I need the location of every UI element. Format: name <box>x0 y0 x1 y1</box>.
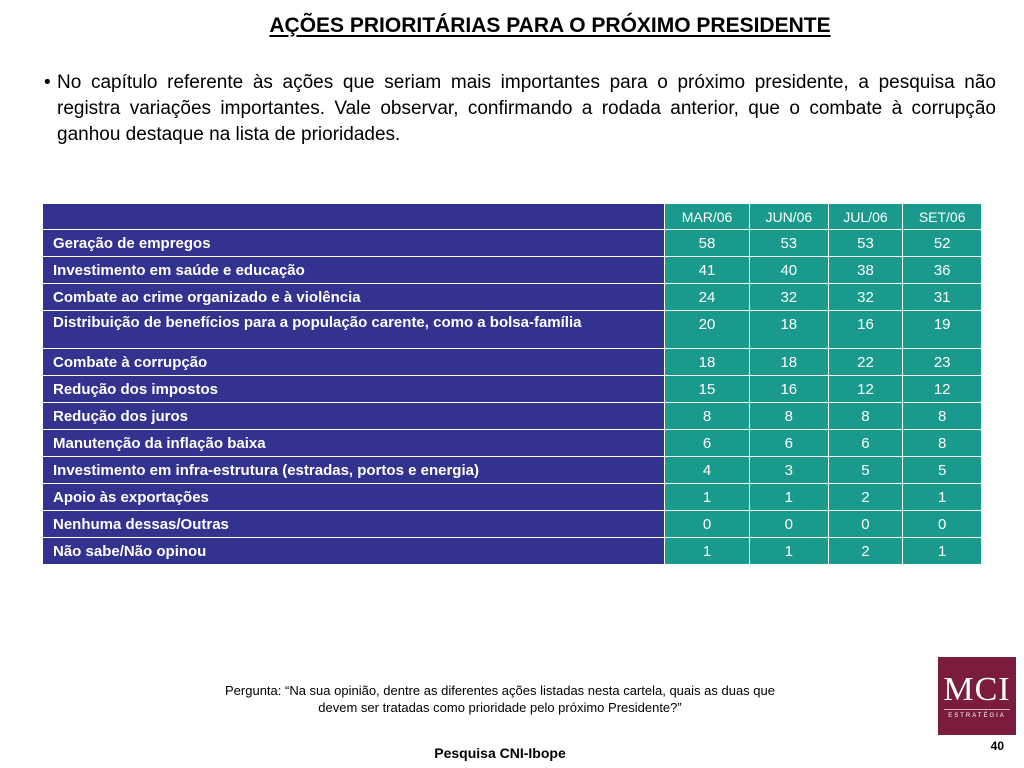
row-value: 16 <box>828 311 903 349</box>
table-row <box>43 284 982 311</box>
page-number: 40 <box>990 739 1004 753</box>
question-line: devem ser tratadas como prioridade pelo próximo Presidente?” <box>318 700 682 715</box>
row-value: 40 <box>750 257 829 284</box>
table-row <box>43 457 982 484</box>
row-value: 53 <box>750 230 829 257</box>
column-header: SET/06 <box>903 204 982 230</box>
row-value: 16 <box>750 376 829 403</box>
row-label: Distribuição de benefícios para a população carente, como a bolsa-família <box>43 311 665 349</box>
row-value: 6 <box>665 430 750 457</box>
column-header: JUL/06 <box>828 204 903 230</box>
row-value: 8 <box>750 403 829 430</box>
row-value: 22 <box>828 349 903 376</box>
row-value: 4 <box>665 457 750 484</box>
bullet-icon: • <box>44 72 51 93</box>
priorities-table <box>42 203 982 565</box>
row-value: 1 <box>903 538 982 565</box>
row-value: 8 <box>903 430 982 457</box>
row-label: Não sabe/Não opinou <box>43 538 665 565</box>
table-row <box>43 484 982 511</box>
source-footer: Pesquisa CNI-Ibope <box>434 745 566 761</box>
row-value: 6 <box>828 430 903 457</box>
table-row <box>43 376 982 403</box>
row-value: 8 <box>903 403 982 430</box>
header-corner-cell <box>43 204 665 230</box>
row-value: 32 <box>750 284 829 311</box>
row-value: 15 <box>665 376 750 403</box>
row-value: 1 <box>750 538 829 565</box>
row-label: Redução dos impostos <box>43 376 665 403</box>
row-value: 0 <box>750 511 829 538</box>
row-label: Investimento em infra-estrutura (estradas, portos e energia) <box>43 457 665 484</box>
table-row <box>43 230 982 257</box>
row-value: 38 <box>828 257 903 284</box>
row-value: 8 <box>828 403 903 430</box>
page-title: AÇÕES PRIORITÁRIAS PARA O PRÓXIMO PRESIDENTE <box>269 14 831 37</box>
row-label: Combate à corrupção <box>43 349 665 376</box>
row-value: 18 <box>665 349 750 376</box>
row-label: Redução dos juros <box>43 403 665 430</box>
row-value: 0 <box>665 511 750 538</box>
table-body <box>43 230 982 565</box>
column-header: JUN/06 <box>750 204 829 230</box>
intro-text: No capítulo referente às ações que seriam mais importantes para o próximo presidente, a pesquisa não registra variações importantes. Vale observar, confirmando a rodada anterior, que o combate à corrupção ganhou destaque na lista de prioridades. <box>57 72 996 145</box>
table-row <box>43 538 982 565</box>
row-value: 12 <box>903 376 982 403</box>
mci-logo <box>938 657 1016 735</box>
row-value: 2 <box>828 538 903 565</box>
row-label: Combate ao crime organizado e à violência <box>43 284 665 311</box>
row-value: 58 <box>665 230 750 257</box>
table-row <box>43 511 982 538</box>
row-value: 19 <box>903 311 982 349</box>
logo-text: MCI <box>943 671 1011 708</box>
row-value: 2 <box>828 484 903 511</box>
row-value: 12 <box>828 376 903 403</box>
table-row <box>43 257 982 284</box>
logo-subtext: ESTRATÉGIA <box>948 713 1006 719</box>
row-value: 20 <box>665 311 750 349</box>
row-value: 41 <box>665 257 750 284</box>
table-row <box>43 349 982 376</box>
table-row <box>43 430 982 457</box>
row-value: 31 <box>903 284 982 311</box>
row-value: 24 <box>665 284 750 311</box>
survey-question <box>160 682 840 716</box>
row-value: 6 <box>750 430 829 457</box>
row-value: 18 <box>750 311 829 349</box>
row-value: 1 <box>665 484 750 511</box>
table-row <box>43 311 982 349</box>
row-value: 0 <box>903 511 982 538</box>
row-value: 36 <box>903 257 982 284</box>
row-value: 52 <box>903 230 982 257</box>
row-value: 18 <box>750 349 829 376</box>
table-row <box>43 403 982 430</box>
row-value: 1 <box>665 538 750 565</box>
row-value: 32 <box>828 284 903 311</box>
row-label: Apoio às exportações <box>43 484 665 511</box>
row-value: 1 <box>750 484 829 511</box>
row-value: 53 <box>828 230 903 257</box>
row-value: 23 <box>903 349 982 376</box>
intro-paragraph <box>44 70 996 148</box>
row-value: 8 <box>665 403 750 430</box>
row-value: 5 <box>828 457 903 484</box>
row-label: Geração de empregos <box>43 230 665 257</box>
row-value: 5 <box>903 457 982 484</box>
row-label: Nenhuma dessas/Outras <box>43 511 665 538</box>
row-value: 0 <box>828 511 903 538</box>
row-value: 3 <box>750 457 829 484</box>
column-header: MAR/06 <box>665 204 750 230</box>
row-label: Manutenção da inflação baixa <box>43 430 665 457</box>
question-line: Pergunta: “Na sua opinião, dentre as diferentes ações listadas nesta cartela, quais as duas que <box>225 683 775 698</box>
row-value: 1 <box>903 484 982 511</box>
row-label: Investimento em saúde e educação <box>43 257 665 284</box>
logo-divider <box>944 709 1010 710</box>
table-header-row <box>43 204 982 230</box>
